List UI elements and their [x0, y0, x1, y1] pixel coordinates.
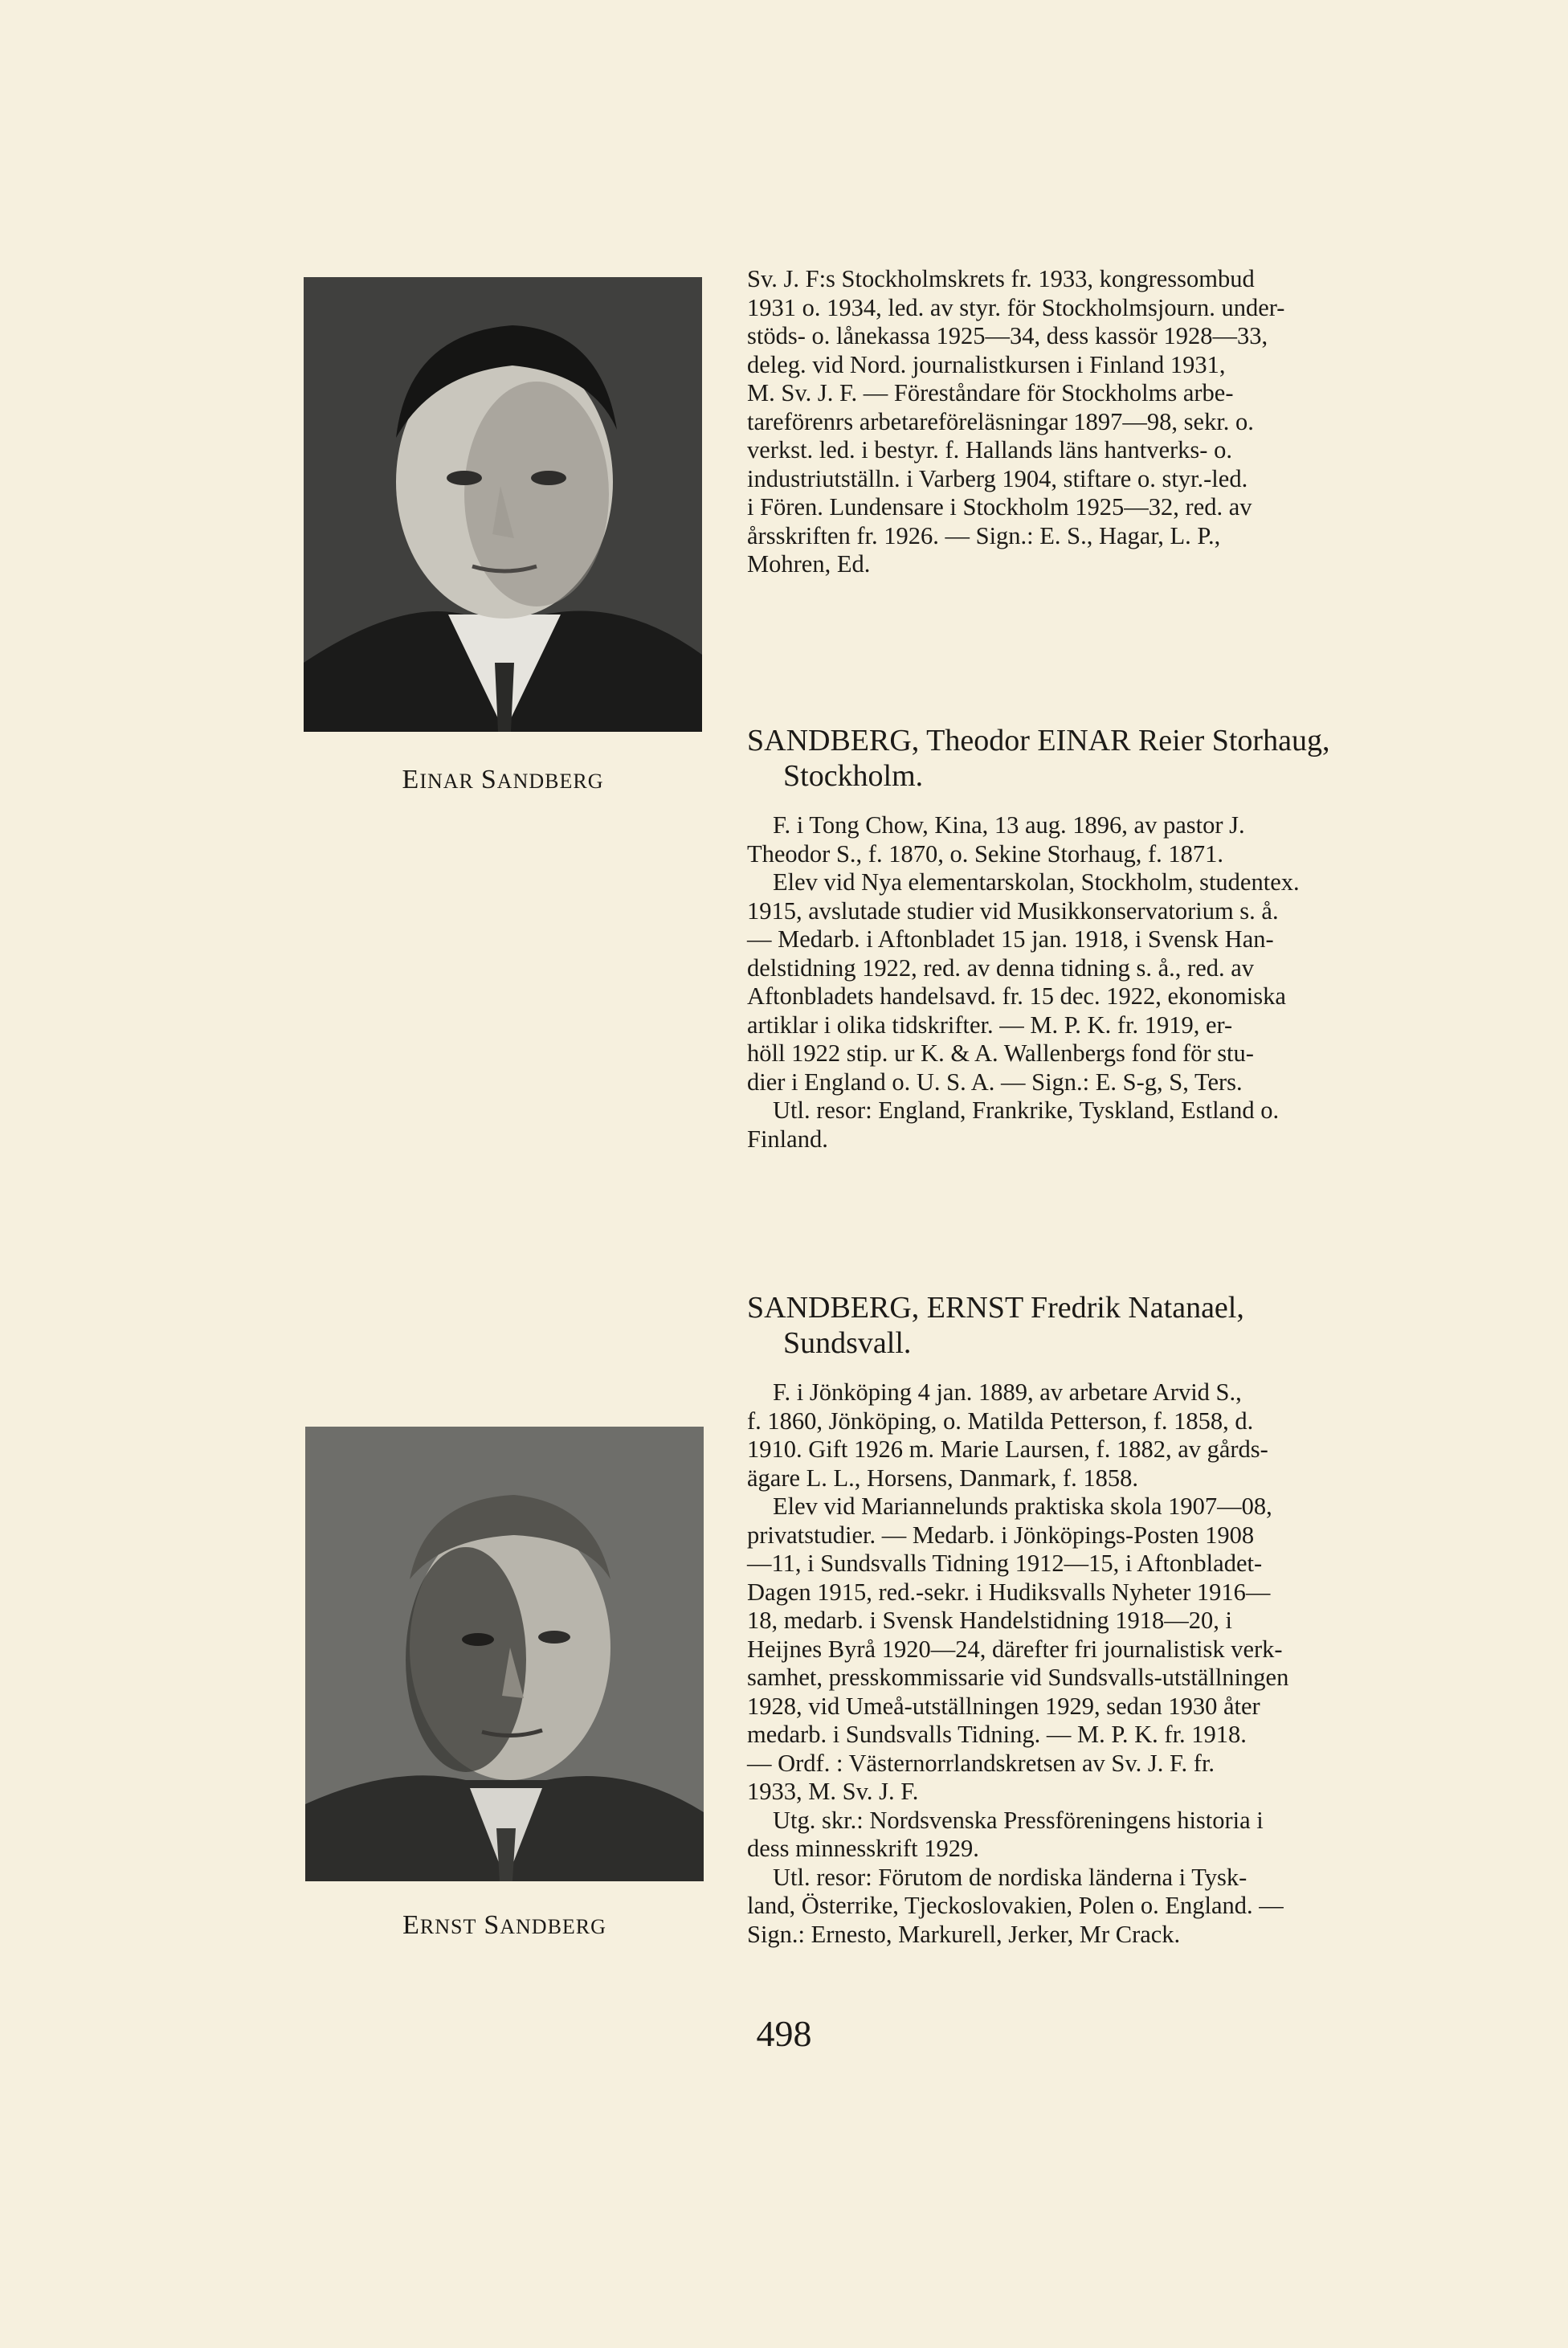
text-line: 1933, M. Sv. J. F. [747, 1778, 919, 1805]
text-line: dess minnesskrift 1929. [747, 1835, 979, 1862]
page-number: 498 [756, 2013, 812, 2054]
portrait-photo-ernst [305, 1427, 704, 1881]
caption-first-rest: RNST [419, 1915, 477, 1938]
text-line: 18, medarb. i Svensk Handelstidning 1918—20, i [747, 1607, 1233, 1634]
entry-heading-line2: Stockholm. [783, 759, 924, 793]
text-line: Theodor S., f. 1870, o. Sekine Storhaug, f. 1871. [747, 839, 1223, 868]
text-line: stöds- o. lånekassa 1925—34, dess kassör 1928—33, [747, 322, 1268, 349]
caption-last-rest: ANDBERG [496, 770, 604, 793]
entry-heading-einar [747, 723, 1454, 794]
entry-heading-line1: SANDBERG, Theodor EINAR Reier Storhaug, [747, 724, 1330, 757]
text-line: — Medarb. i Aftonbladet 15 jan. 1918, i Svensk Han- [747, 925, 1274, 953]
portrait-photo-einar [304, 277, 702, 732]
text-line: tareförenrs arbetareföreläsningar 1897—98, sekr. o. [747, 407, 1254, 435]
text-line: Utg. skr.: Nordsvenska Pressföreningens historia i [773, 1806, 1264, 1834]
caption-last-initial: S [484, 1910, 500, 1940]
caption-first-rest: INAR [419, 770, 474, 793]
entry-body-ernst [747, 1378, 1439, 1949]
text-line: Utl. resor: England, Frankrike, Tyskland, Estland o. [773, 1096, 1280, 1124]
continuation-text [747, 265, 1439, 579]
text-line: F. i Tong Chow, Kina, 13 aug. 1896, av pastor J. [773, 811, 1245, 839]
text-line: industriutställn. i Varberg 1904, stiftare o. styr.-led. [747, 464, 1248, 492]
text-line: Utl. resor: Förutom de nordiska länderna i Tysk- [773, 1863, 1247, 1891]
text-line: årsskriften fr. 1926. — Sign.: E. S., Hagar, L. P., [747, 521, 1221, 549]
entry-heading-line1: SANDBERG, ERNST Fredrik Natanael, [747, 1291, 1244, 1325]
caption-first-initial: E [402, 1910, 420, 1940]
text-line: Heijnes Byrå 1920—24, därefter fri journalistisk verk- [747, 1635, 1283, 1663]
text-line: 1928, vid Umeå-utställningen 1929, sedan 1930 åter [747, 1692, 1260, 1720]
text-line: Elev vid Nya elementarskolan, Stockholm, studentex. [773, 868, 1300, 896]
caption-last-initial: S [480, 765, 497, 794]
text-line: 1910. Gift 1926 m. Marie Laursen, f. 1882, av gårds- [747, 1435, 1268, 1463]
text-line: höll 1922 stip. ur K. & A. Wallenbergs fond för stu- [747, 1039, 1254, 1067]
text-line: Dagen 1915, red.-sekr. i Hudiksvalls Nyheter 1916— [747, 1578, 1271, 1606]
caption-last-rest: ANDBERG [500, 1915, 606, 1938]
text-line: Mohren, Ed. [747, 550, 871, 578]
entry-body-einar [747, 811, 1439, 1154]
caption-first-initial: E [402, 765, 420, 794]
text-line: samhet, presskommissarie vid Sundsvalls-utställningen [747, 1664, 1289, 1691]
text-line: 1931 o. 1934, led. av styr. för Stockholmsjourn. under- [747, 293, 1285, 321]
photo-caption-einar [304, 765, 702, 795]
text-line: f. 1860, Jönköping, o. Matilda Petterson, f. 1858, d. [747, 1407, 1254, 1435]
text-line: land, Österrike, Tjeckoslovakien, Polen o. England. — [747, 1892, 1284, 1919]
text-line: ägare L. L., Horsens, Danmark, f. 1858. [747, 1464, 1139, 1492]
text-line: F. i Jönköping 4 jan. 1889, av arbetare Arvid S., [773, 1378, 1242, 1406]
text-line: 1915, avslutade studier vid Musikkonservatorium s. å. [747, 896, 1279, 925]
text-line: — Ordf. : Västernorrlandskretsen av Sv. J. F. fr. [747, 1749, 1215, 1777]
text-line: deleg. vid Nord. journalistkursen i Finland 1931, [747, 350, 1226, 378]
entry-heading-ernst [747, 1290, 1454, 1361]
text-line: delstidning 1922, red. av denna tidning s. å., red. av [747, 953, 1255, 982]
text-line: Elev vid Mariannelunds praktiska skola 1907—08, [773, 1493, 1272, 1520]
text-line: verkst. led. i bestyr. f. Hallands läns hantverks- o. [747, 436, 1232, 463]
text-line: artiklar i olika tidskrifter. — M. P. K. fr. 1919, er- [747, 1011, 1233, 1039]
portrait-ernst-graphic [305, 1427, 704, 1881]
text-line: i Fören. Lundensare i Stockholm 1925—32, red. av [747, 493, 1252, 521]
text-line: medarb. i Sundsvalls Tidning. — M. P. K. fr. 1918. [747, 1721, 1247, 1748]
text-line: Sign.: Ernesto, Markurell, Jerker, Mr Crack. [747, 1920, 1181, 1948]
entry-heading-line2: Sundsvall. [783, 1326, 912, 1360]
text-line: Finland. [747, 1125, 828, 1153]
text-line: Aftonbladets handelsavd. fr. 15 dec. 1922, ekonomiska [747, 982, 1286, 1010]
photo-caption-ernst [305, 1910, 704, 1941]
portrait-einar-graphic [304, 277, 702, 732]
text-line: Sv. J. F:s Stockholmskrets fr. 1933, kongressombud [747, 265, 1255, 292]
text-line: M. Sv. J. F. — Föreståndare för Stockholms arbe- [747, 379, 1234, 406]
text-line: —11, i Sundsvalls Tidning 1912—15, i Aftonbladet- [747, 1550, 1263, 1577]
text-line: privatstudier. — Medarb. i Jönköpings-Posten 1908 [747, 1521, 1255, 1549]
text-line: dier i England o. U. S. A. — Sign.: E. S-g, S, Ters. [747, 1068, 1243, 1096]
